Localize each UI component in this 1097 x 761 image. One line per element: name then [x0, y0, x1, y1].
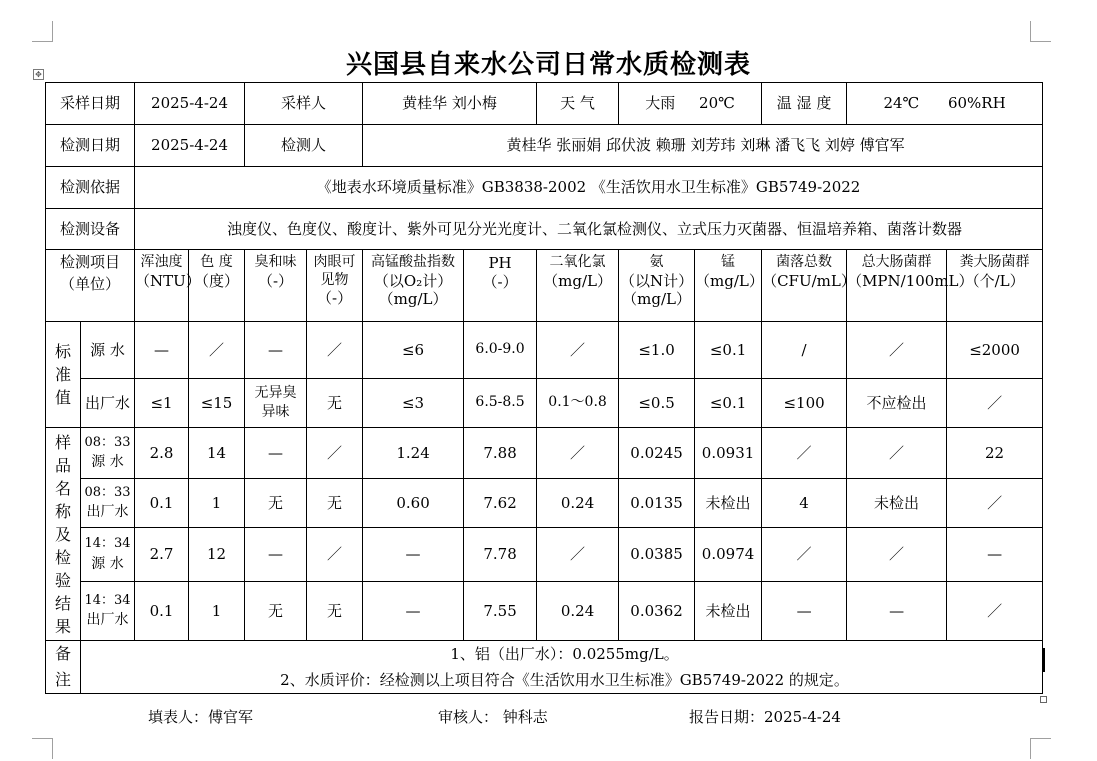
testers-value: 黄桂华 张丽娟 邱伏波 赖珊 刘芳玮 刘琳 潘飞飞 刘婷 傅官军 [363, 125, 1043, 167]
vertical-char: 验 [54, 570, 71, 590]
sample-row [46, 479, 1043, 528]
table-cell: 0.0385 [619, 528, 695, 582]
table-cell: 0.1 [135, 582, 189, 641]
table-cell: ／ [762, 428, 847, 479]
table-cell: 22 [947, 428, 1043, 479]
col-header-line: （以O₂计） [373, 271, 453, 290]
equipment-value: 浊度仪、色度仪、酸度计、紫外可见分光光度计、二氧化氯检测仪、立式压力灭菌器、恒温培养箱、菌落计数器 [135, 209, 1043, 250]
col-header-unit: （mg/L） [695, 271, 764, 290]
table-cell: 7.55 [464, 582, 537, 641]
table-resize-handle[interactable] [1040, 696, 1047, 703]
crop-mark-bottom-left [32, 738, 53, 759]
water-quality-table [45, 82, 1043, 694]
table-cell: 0.1 [135, 479, 189, 528]
col-header-line: 臭和味 [254, 254, 297, 270]
col-header-unit: （MPN/100mL） [847, 271, 974, 290]
col-header-unit: （mg/L） [543, 271, 612, 290]
item-header-line1: 检测项目 [60, 253, 121, 271]
vertical-char: 标 [54, 342, 71, 361]
col-header-unit: （mg/L） [622, 290, 691, 309]
col-header-line: 浑浊度 [140, 254, 183, 270]
item-header-cell [46, 250, 135, 322]
table-cell: ≤15 [189, 379, 245, 428]
table-cell: ／ [537, 428, 619, 479]
table-cell: ／ [307, 528, 363, 582]
vertical-char: 准 [54, 365, 71, 384]
table-cell: — [245, 528, 307, 582]
sampler-label: 采样人 [245, 83, 363, 125]
col-header-line: 见物 [320, 271, 349, 288]
table-cell: 未检出 [847, 479, 947, 528]
sample-row [46, 528, 1043, 582]
remarks-content [81, 641, 1043, 694]
item-header-line2: （单位） [60, 274, 121, 293]
col-header-line: 总大肠菌群 [861, 254, 932, 270]
table-cell: 无 [245, 582, 307, 641]
sample-time: 14：34 [84, 592, 131, 608]
crop-mark-bottom-right [1030, 738, 1051, 759]
table-cell: ／ [847, 428, 947, 479]
table-cell: — [135, 322, 189, 379]
col-header-line: PH [488, 254, 512, 272]
samples-group-label [46, 428, 81, 641]
equipment-label: 检测设备 [46, 209, 135, 250]
table-cell: ≤0.1 [695, 379, 762, 428]
remark-line-2: 2、水质评价：经检测以上项目符合《生活饮用水卫生标准》GB5749-2022 的规定。 [280, 671, 849, 689]
sample-row [46, 428, 1043, 479]
table-cell: 6.0-9.0 [464, 322, 537, 379]
col-header-unit: （NTU） [135, 271, 201, 290]
table-cell: ／ [947, 582, 1043, 641]
relative-humidity: 60%RH [947, 94, 1006, 113]
vertical-char: 备 [54, 644, 71, 663]
vertical-char: 值 [54, 388, 71, 407]
table-cell: 无 [307, 479, 363, 528]
table-cell: ／ [537, 528, 619, 582]
crop-mark-top-right [1030, 21, 1051, 42]
table-cell: 7.88 [464, 428, 537, 479]
weather-value [619, 83, 762, 125]
table-cell: 4 [762, 479, 847, 528]
table-cell: 0.0245 [619, 428, 695, 479]
test-date-value: 2025-4-24 [135, 125, 245, 167]
basis-row [46, 167, 1043, 209]
humidity-value [847, 83, 1043, 125]
vertical-char: 检 [54, 547, 71, 567]
table-cell: ≤3 [363, 379, 464, 428]
table-cell: 无异臭异味 [245, 379, 307, 428]
col-header-total-coliform [847, 250, 974, 322]
table-cell: 未检出 [695, 582, 762, 641]
document-title: 兴国县自来水公司日常水质检测表 [345, 50, 751, 80]
equipment-row [46, 209, 1043, 250]
item-header-row [46, 250, 1043, 322]
table-cell: — [363, 582, 464, 641]
table-cell: 6.5-8.5 [464, 379, 537, 428]
vertical-char: 品 [54, 455, 71, 475]
col-header-line: （以N计） [619, 271, 694, 290]
table-cell: ≤0.5 [619, 379, 695, 428]
text-cursor [1043, 648, 1045, 672]
sample-type: 源 水 [91, 555, 124, 572]
vertical-char: 名 [54, 478, 71, 498]
table-cell: ／ [307, 322, 363, 379]
standard-group-label [46, 322, 81, 428]
col-header-ammonia [619, 250, 695, 322]
table-cell: 无 [307, 582, 363, 641]
table-cell: 未检出 [695, 479, 762, 528]
table-cell: ／ [947, 479, 1043, 528]
table-cell: 0.0931 [695, 428, 762, 479]
col-header-unit: （mg/L） [378, 290, 448, 309]
table-cell: 无 [307, 379, 363, 428]
col-header-chroma [189, 250, 245, 322]
col-header-line: 菌落总数 [776, 254, 833, 270]
table-cell: ≤2000 [947, 322, 1043, 379]
col-header-line: 色 度 [200, 254, 233, 270]
sampler-value: 黄桂华 刘小梅 [363, 83, 537, 125]
col-header-unit: （个/L） [964, 271, 1025, 290]
tester-label: 检测人 [245, 125, 363, 167]
table-cell: ／ [847, 528, 947, 582]
table-cell: 0.0135 [619, 479, 695, 528]
remarks-label [46, 641, 81, 694]
col-header-unit: （-） [317, 289, 353, 307]
table-cell: ≤6 [363, 322, 464, 379]
table-cell: ／ [947, 379, 1043, 428]
col-header-line: 氨 [649, 254, 664, 270]
table-cell: ≤100 [762, 379, 847, 428]
col-header-line: 高锰酸盐指数 [371, 254, 456, 270]
sample-time: 14：34 [84, 536, 131, 552]
table-cell: ／ [762, 528, 847, 582]
table-cell: 12 [189, 528, 245, 582]
table-cell: — [363, 528, 464, 582]
temperature-value: 20℃ [699, 94, 735, 113]
test-date-label: 检测日期 [46, 125, 135, 167]
col-header-line: 二氧化氯 [549, 254, 606, 270]
table-cell: 0.1～0.8 [537, 379, 619, 428]
humidity-label: 温 湿 度 [762, 83, 847, 125]
sample-date-value: 2025-4-24 [135, 83, 245, 125]
col-header-line: 肉眼可 [313, 254, 356, 270]
sample-label [81, 428, 135, 479]
col-header-unit: （度） [194, 271, 240, 290]
col-header-ph [464, 250, 537, 322]
vertical-char: 及 [54, 524, 71, 544]
basis-label: 检测依据 [46, 167, 135, 209]
table-cell: ／ [189, 322, 245, 379]
col-header-odor [245, 250, 307, 322]
sample-type: 出厂水 [86, 612, 129, 629]
table-cell: ≤1 [135, 379, 189, 428]
table-cell: 1 [189, 479, 245, 528]
col-header-manganese [695, 250, 762, 322]
table-cell: / [762, 322, 847, 379]
table-cell: 7.62 [464, 479, 537, 528]
testing-row [46, 125, 1043, 167]
sample-time: 08：33 [84, 484, 131, 500]
col-header-visible-matter [307, 250, 363, 322]
sample-row [46, 582, 1043, 641]
crop-mark-top-left [32, 21, 53, 42]
sampling-row [46, 83, 1043, 125]
col-header-unit: （-） [482, 272, 518, 291]
table-cell: — [245, 322, 307, 379]
table-cell: 0.60 [363, 479, 464, 528]
table-cell: 2.8 [135, 428, 189, 479]
standard-finished-row [46, 379, 1043, 428]
row-label: 出厂水 [81, 379, 135, 428]
vertical-char: 称 [54, 501, 71, 521]
remarks-row [46, 641, 1043, 694]
col-header-unit: （CFU/mL） [762, 271, 856, 290]
table-cell: 0.0362 [619, 582, 695, 641]
table-cell: 不应检出 [847, 379, 947, 428]
sample-time: 08：33 [84, 434, 131, 450]
sample-date-label: 采样日期 [46, 83, 135, 125]
col-header-unit: （-） [257, 271, 294, 290]
col-header-line: 粪大肠菌群 [959, 254, 1030, 270]
humidity-temperature: 24℃ [883, 94, 920, 113]
table-cell: 1 [189, 582, 245, 641]
table-cell: 14 [189, 428, 245, 479]
table-cell: ／ [307, 428, 363, 479]
sample-label [81, 479, 135, 528]
table-cell: 0.24 [537, 582, 619, 641]
table-cell: 0.24 [537, 479, 619, 528]
vertical-char: 注 [54, 670, 71, 689]
table-move-handle-icon[interactable]: ✥ [33, 69, 44, 80]
sample-type: 出厂水 [86, 504, 129, 521]
table-cell: — [762, 582, 847, 641]
weather-text: 大雨 [645, 94, 676, 113]
vertical-char: 样 [54, 432, 71, 452]
table-cell: ／ [537, 322, 619, 379]
filler-signature: 填表人：傅官军 [148, 708, 254, 726]
table-cell: ≤0.1 [695, 322, 762, 379]
table-cell: ≤1.0 [619, 322, 695, 379]
basis-value: 《地表水环境质量标准》GB3838-2002 《生活饮用水卫生标准》GB5749-2022 [135, 167, 1043, 209]
table-cell: — [947, 528, 1043, 582]
table-cell: 0.0974 [695, 528, 762, 582]
table-cell: — [245, 428, 307, 479]
col-header-line: 锰 [721, 254, 736, 270]
table-cell: — [847, 582, 947, 641]
reviewer-signature: 审核人： 钟科志 [438, 708, 548, 726]
col-header-colony-count [762, 250, 856, 322]
standard-source-row [46, 322, 1043, 379]
row-label: 源 水 [81, 322, 135, 379]
sample-label [81, 528, 135, 582]
table-cell: 无 [245, 479, 307, 528]
col-header-turbidity [135, 250, 201, 322]
sample-type: 源 水 [91, 454, 124, 471]
table-cell: 1.24 [363, 428, 464, 479]
table-cell: 7.78 [464, 528, 537, 582]
sample-label [81, 582, 135, 641]
col-header-permanganate [363, 250, 464, 322]
table-cell: ／ [847, 322, 947, 379]
report-date: 报告日期：2025-4-24 [689, 708, 841, 726]
vertical-char: 结 [54, 593, 71, 613]
remark-line-1: 1、铝（出厂水）：0.0255mg/L。 [450, 645, 679, 663]
table-cell: 2.7 [135, 528, 189, 582]
weather-label: 天 气 [537, 83, 619, 125]
col-header-chlorine-dioxide [537, 250, 619, 322]
vertical-char: 果 [54, 616, 71, 636]
